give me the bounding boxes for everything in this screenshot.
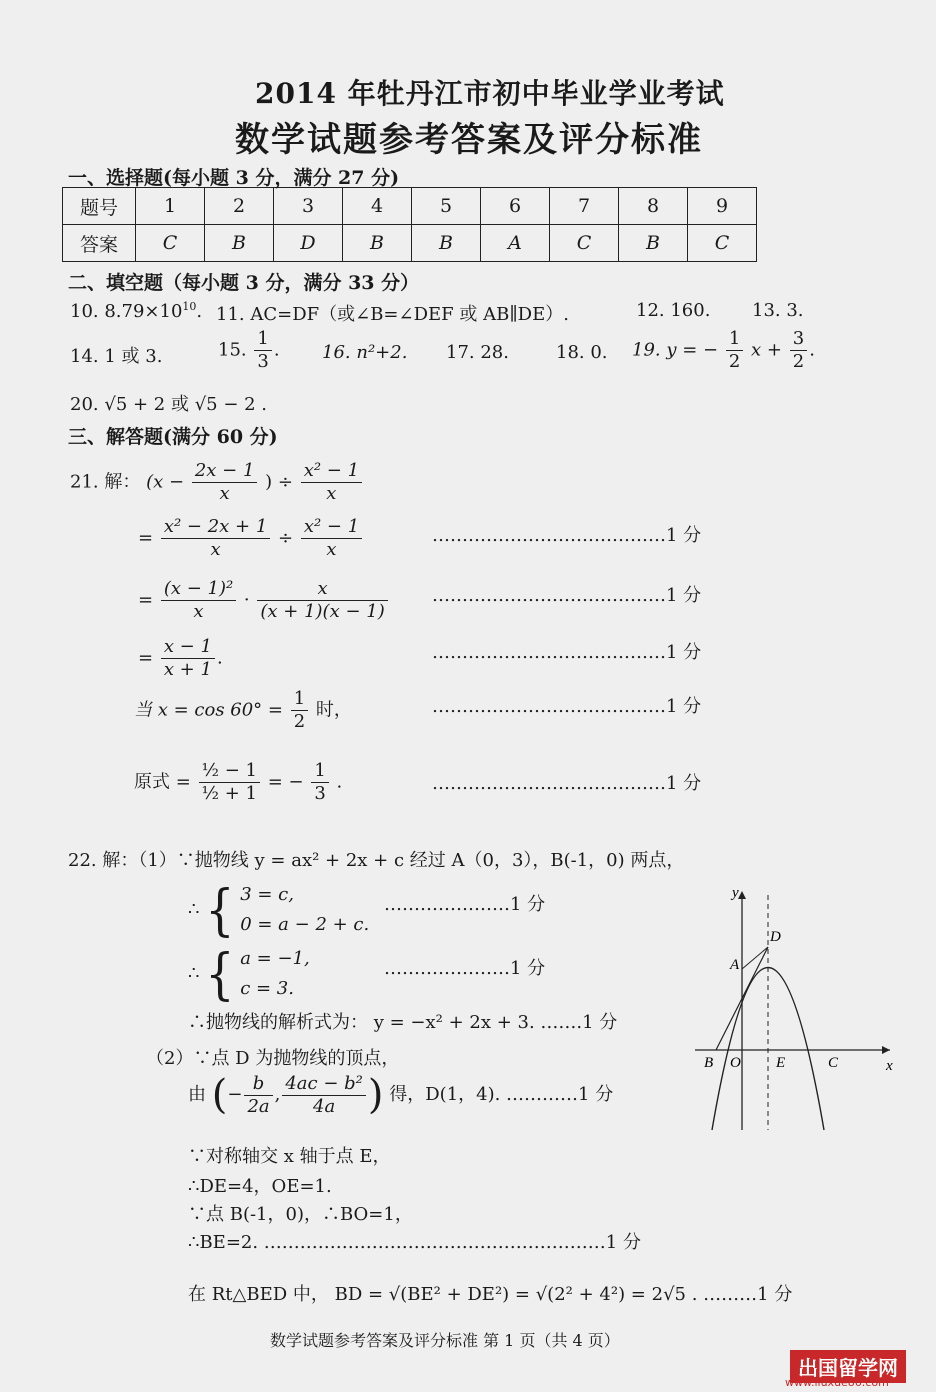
q10-exponent: 10 <box>182 300 197 313</box>
expr-part: 当 x = cos 60° = <box>134 699 283 721</box>
table-cell: 7 <box>550 188 619 225</box>
fraction <box>282 1073 366 1118</box>
q21-line6: 原式 = $\frac{\text{½ − 1}}{\text{½ + 1}}$ = − $\frac{1}{3}$ . <box>134 760 343 804</box>
answer-q17: 17. 28. <box>446 342 509 363</box>
denominator: 4a <box>313 1095 336 1117</box>
q22-line11: 在 Rt△BED 中， BD = √(BE² + DE²) = √(2² + 4²) = 2√5 . ………1 分 <box>188 1284 793 1305</box>
expr-part: 时， <box>315 699 352 721</box>
answer-q16: 16. n²+2. <box>322 342 408 363</box>
q22-line1: 22. 解：（1）∵抛物线 y = ax² + 2x + c 经过 A（0，3），B(-1，0) 两点， <box>68 850 685 871</box>
answer-key-title: 数学试题参考答案及评分标准 <box>235 120 703 160</box>
answer-q13: 13. 3. <box>752 300 804 321</box>
numerator: 1 <box>254 328 271 351</box>
page-footer: 数学试题参考答案及评分标准 第 1 页（共 4 页） <box>270 1331 620 1350</box>
answer-q15: 15. $\frac{1}{3}$ . <box>218 328 280 372</box>
fraction <box>257 578 387 623</box>
fraction <box>254 328 271 373</box>
q21-label: 21. 解： <box>70 471 141 493</box>
section3-heading: 三、解答题(满分 60 分) <box>68 426 278 448</box>
equation: c = 3. <box>240 978 294 999</box>
q22-line7: ∵对称轴交 x 轴于点 E， <box>188 1146 391 1167</box>
equation-system <box>240 880 369 940</box>
table-cell: 9 <box>688 188 757 225</box>
numerator: 4ac − b² <box>282 1073 366 1096</box>
q22-line10: ∴BE=2. …………………………………………………1 分 <box>188 1232 641 1253</box>
x-axis-arrow <box>882 1046 890 1054</box>
fraction <box>301 460 362 505</box>
equation-system <box>240 944 310 1004</box>
denominator: x + 1 <box>163 659 212 680</box>
score-marker: …………………1 分 <box>384 894 546 915</box>
table-cell: B <box>343 225 412 262</box>
expr-part: = − <box>267 771 304 793</box>
q22-line5: （2）∵点 D 为抛物线的顶点， <box>146 1048 400 1069</box>
table-cell: 8 <box>619 188 688 225</box>
fraction <box>161 516 270 561</box>
table-cell: B <box>619 225 688 262</box>
equation: 0 = a − 2 + c. <box>240 914 370 935</box>
table-cell: 2 <box>205 188 274 225</box>
denominator: ½ + 1 <box>201 783 257 804</box>
answer-q20: 20. √5 + 2 或 √5 − 2 . <box>70 394 268 415</box>
q22-system1 <box>188 877 370 943</box>
table-cell: 5 <box>412 188 481 225</box>
table-cell: C <box>550 225 619 262</box>
parabola-graph <box>690 885 900 1135</box>
fraction <box>311 760 328 805</box>
answer-row <box>63 225 757 262</box>
table-cell: B <box>412 225 481 262</box>
denominator: x <box>210 539 221 560</box>
q21-line3: = $\frac{\text{(x − 1)²}}{x}$ · $\frac{x}{(x + 1)(x - 1)}$ <box>138 578 390 623</box>
label-b: B <box>704 1055 714 1071</box>
label-e: E <box>776 1055 786 1071</box>
numerator: 3 <box>790 328 807 351</box>
score-marker: …………………………………1 分 <box>432 773 702 794</box>
equation: 3 = c, <box>240 884 294 905</box>
denominator: 2 <box>293 711 306 732</box>
answer-q19: 19. y = − $\frac{1}{2}$ x + $\frac{3}{2}$ . <box>632 328 815 372</box>
numerator: 2x − 1 <box>192 460 258 483</box>
expr-part: (x − <box>146 471 185 493</box>
answer-q18: 18. 0. <box>556 342 608 363</box>
section2-heading: 二、填空题（每小题 3 分，满分 33 分） <box>68 272 420 294</box>
label-c: C <box>828 1055 839 1071</box>
denominator: x <box>193 601 204 622</box>
watermark-logo: 出国留学网 <box>790 1350 906 1383</box>
q19-mid: x + <box>751 339 783 361</box>
fraction <box>244 1073 272 1118</box>
q19-label: 19. y = − <box>632 339 719 361</box>
section1-heading: 一、选择题(每小题 3 分，满分 27 分) <box>68 167 400 189</box>
score-marker: …………………1 分 <box>384 958 546 979</box>
question-number-row <box>63 188 757 225</box>
table-cell: C <box>136 225 205 262</box>
label-d: D <box>770 929 781 945</box>
denominator: x <box>326 483 337 504</box>
answer-q12: 12. 160. <box>636 300 711 321</box>
numerator: 1 <box>311 760 328 783</box>
numerator: x <box>257 578 387 601</box>
therefore-symbol: ∴ <box>188 963 200 984</box>
q22-line6: 由 (− $\frac{b}{2a}$ , $\frac{\text{4ac − b²}}{4a}$ ) 得，D(1，4). …………1 分 <box>188 1072 614 1118</box>
table-cell: C <box>688 225 757 262</box>
expr-part: 由 <box>188 1084 206 1105</box>
numerator: x² − 1 <box>301 516 362 539</box>
expr-part: 得，D(1，4). …………1 分 <box>389 1084 614 1105</box>
denominator: x <box>326 539 337 560</box>
score-marker: …………………………………1 分 <box>432 525 702 546</box>
expr-part: 原式 = <box>134 771 191 793</box>
answer-q11: 11. AC=DF（或∠B=∠DEF 或 AB∥DE）. <box>216 304 569 325</box>
q15-label: 15. <box>218 339 247 361</box>
numerator: b <box>244 1073 272 1096</box>
q21-line4: = $\frac{x - 1}{x + 1}$ . <box>138 636 223 680</box>
numerator: ½ − 1 <box>199 760 260 783</box>
y-axis-arrow <box>738 891 746 899</box>
table-cell: D <box>274 225 343 262</box>
denominator: 2 <box>728 351 741 372</box>
watermark-url: www.liuxue86.com <box>785 1376 889 1389</box>
segment-ad <box>742 947 768 969</box>
q21-line5 <box>134 688 352 733</box>
row-label-answer: 答案 <box>63 225 136 262</box>
table-cell: 4 <box>343 188 412 225</box>
complex-fraction <box>199 760 260 805</box>
therefore-symbol: ∴ <box>188 899 200 920</box>
table-cell: 3 <box>274 188 343 225</box>
q22-line8: ∴DE=4，OE=1. <box>188 1176 332 1197</box>
answer-q10 <box>70 300 202 322</box>
label-x: x <box>886 1058 893 1074</box>
fraction <box>726 328 743 373</box>
score-marker: …………………………………1 分 <box>432 696 702 717</box>
fraction <box>291 688 308 733</box>
numerator: 1 <box>726 328 743 351</box>
denominator: 3 <box>257 351 269 372</box>
numerator: x² − 1 <box>301 460 362 483</box>
fraction <box>161 578 236 623</box>
q21-line1 <box>70 460 364 505</box>
label-y: y <box>732 885 739 901</box>
q22-line9: ∵点 B(-1，0)，∴BO=1， <box>188 1204 413 1225</box>
denominator: 2a <box>247 1095 270 1117</box>
fraction <box>161 636 215 681</box>
answer-table <box>62 187 757 262</box>
q10-base: 10. 8.79×10 <box>70 301 183 322</box>
score-marker: …………………………………1 分 <box>432 642 702 663</box>
fraction <box>192 460 258 505</box>
answer-q14: 14. 1 或 3. <box>70 346 163 367</box>
q10-end: . <box>196 301 203 322</box>
fraction <box>790 328 807 373</box>
table-cell: 1 <box>136 188 205 225</box>
numerator: x² − 2x + 1 <box>161 516 270 539</box>
brace: { <box>205 941 235 1007</box>
q22-line4: ∴抛物线的解析式为： y = −x² + 2x + 3. …….1 分 <box>188 1012 618 1033</box>
denominator: (x + 1)(x − 1) <box>260 601 385 622</box>
numerator: (x − 1)² <box>161 578 236 601</box>
numerator: x − 1 <box>161 636 215 659</box>
label-a: A <box>730 957 740 973</box>
q22-system2 <box>188 941 310 1007</box>
exam-title: 2014 年牡丹江市初中毕业学业考试 <box>255 77 725 110</box>
label-o: O <box>730 1055 741 1071</box>
score-marker: …………………………………1 分 <box>432 585 702 606</box>
numerator: 1 <box>291 688 308 711</box>
table-cell: 6 <box>481 188 550 225</box>
denominator: 2 <box>792 351 805 372</box>
q21-line2: = $\frac{\text{x² − 2x + 1}}{x}$ ÷ $\frac{\text{x² − 1}}{x}$ <box>138 516 364 561</box>
denominator: 3 <box>314 783 326 804</box>
row-label-number: 题号 <box>63 188 136 225</box>
fraction <box>301 516 362 561</box>
table-cell: B <box>205 225 274 262</box>
denominator: x <box>219 483 230 504</box>
brace: { <box>205 877 235 943</box>
expr-part: ) ÷ <box>265 471 293 493</box>
equation: a = −1, <box>240 948 310 969</box>
table-cell: A <box>481 225 550 262</box>
